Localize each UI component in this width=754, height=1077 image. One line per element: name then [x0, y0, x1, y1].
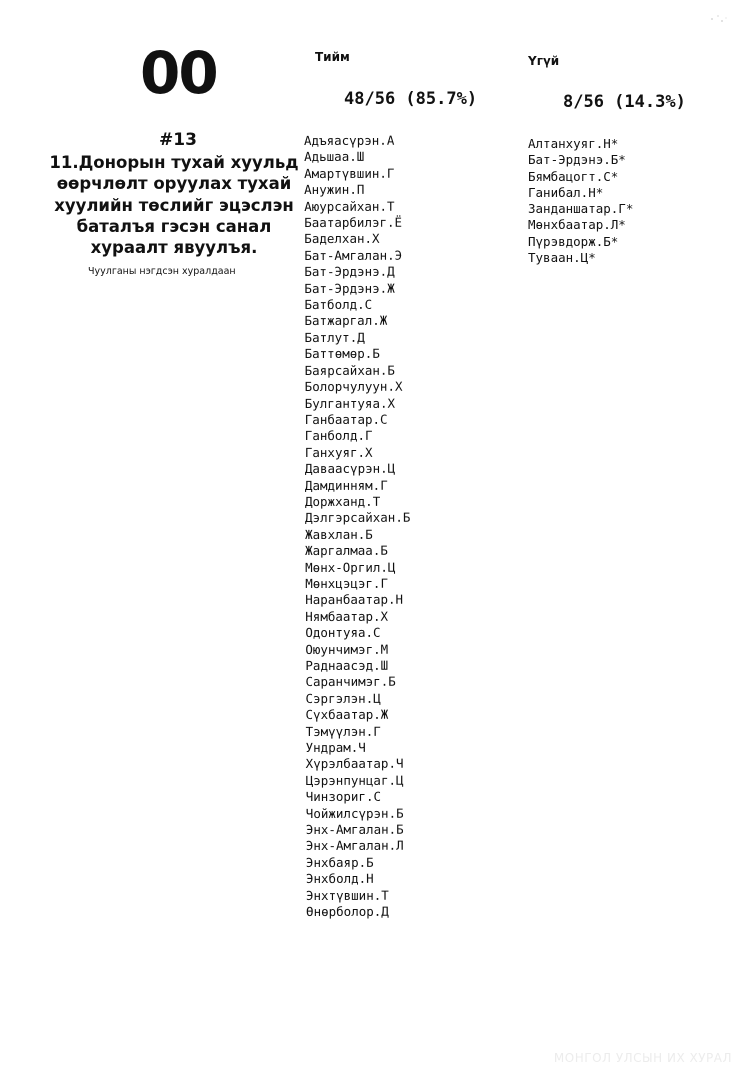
yes-voter: Саранчимэг.Б [305, 674, 396, 690]
yes-voter: Наранбаатар.Н [305, 592, 404, 608]
yes-voter: Нямбаатар.Х [305, 608, 389, 624]
yes-voter: Энх-Амгалан.Л [305, 838, 404, 854]
yes-voter: Энх-Амгалан.Б [305, 821, 404, 838]
yes-voter: Раднаасэд.Ш [305, 657, 389, 673]
yes-voter: Сэргэлэн.Ц [305, 690, 381, 706]
no-voter: Занданшатар.Г* [528, 201, 634, 217]
yes-count: 48/56 (85.7%) [344, 89, 478, 109]
yes-voter: Бат-Амгалан.Э [304, 247, 403, 263]
yes-voter: Ундрам.Ч [305, 739, 366, 756]
yes-voter: Энхболд.Н [305, 871, 374, 887]
yes-voter: Чинзориг.С [305, 789, 382, 805]
no-voter: Пүрэвдорж.Б* [528, 233, 619, 249]
yes-voter: Бат-Эрдэнэ.Д [304, 264, 395, 280]
yes-voter: Батболд.С [304, 296, 373, 313]
session-name: Чуулганы нэгдсэн хуралдаан [88, 266, 236, 277]
yes-voter: Дамдинням.Г [304, 477, 388, 493]
no-voter: Бямбацогт.С* [528, 168, 619, 184]
yes-voter: Жавхлан.Б [305, 526, 373, 542]
no-label: Үгүй [528, 54, 560, 68]
yes-voter: Ганхуяг.Х [304, 444, 373, 460]
yes-voter: Чойжилсүрэн.Б [305, 805, 404, 821]
yes-voter: Доржханд.Т [304, 493, 381, 509]
yes-voter: Тэмүүлэн.Г [305, 723, 381, 739]
no-voter: Бат-Эрдэнэ.Б* [528, 152, 626, 168]
no-voter: Туваан.Ц* [528, 250, 596, 266]
yes-voter: Батлут.Д [304, 329, 365, 345]
yes-voter: Баттөмөр.Б [304, 346, 380, 362]
yes-voter: Бат-Эрдэнэ.Ж [304, 280, 395, 296]
yes-voter: Хүрэлбаатар.Ч [305, 756, 404, 772]
yes-voter: Болорчулуун.Х [304, 378, 403, 395]
yes-voter: Булгантуяа.Х [304, 395, 396, 411]
yes-voter: Адьшаа.Ш [304, 149, 365, 165]
parliament-watermark: МОНГОЛ УЛСЫН ИХ ХУРАЛ [553, 1051, 732, 1065]
yes-voter: Жаргалмаа.Б [305, 542, 388, 559]
yes-voter: Энхтүвшин.Т [305, 887, 389, 903]
no-voter: Мөнхбаатар.Л* [528, 217, 626, 233]
vote-time: 00 [140, 39, 217, 107]
yes-voter: Ганбаатар.С [304, 411, 388, 427]
yes-voter: Даваасүрэн.Ц [304, 460, 396, 477]
yes-voter: Адъяасүрэн.А [304, 132, 395, 148]
yes-voter: Одонтуяа.С [305, 624, 381, 641]
yes-voter: Аюурсайхан.Т [304, 198, 395, 214]
yes-voter: Мөнх-Оргил.Ц [305, 559, 396, 575]
yes-voter: Баярсайхан.Б [304, 362, 395, 378]
yes-voter: Оюунчимэг.М [305, 641, 389, 657]
yes-voter: Энхбаяр.Б [305, 854, 374, 870]
yes-label: Тийм [315, 50, 350, 64]
yes-voter: Баатарбилэг.Ё [304, 214, 403, 231]
no-voter: Алтанхуяг.Н* [528, 136, 619, 151]
yes-voter: Мөнхцэцэг.Г [305, 575, 388, 591]
scan-speck-marks [710, 14, 728, 24]
yes-voter: Батжаргал.Ж [304, 313, 388, 329]
yes-voter: Баделхан.Х [304, 231, 380, 247]
vote-number: #13 [159, 130, 197, 150]
motion-title: 11.Донорын тухай хуульд өөрчлөлт оруулах тухай хуулийн төслийг эцэслэн баталъя гэсэн санал хураалт явуулъя. [49, 153, 299, 258]
no-voter-list [528, 136, 633, 266]
yes-voter: Амартүвшин.Г [304, 165, 395, 181]
yes-voter: Анужин.П [304, 182, 365, 198]
yes-voter-list [304, 133, 411, 921]
yes-voter: Цэрэнпунцаг.Ц [305, 772, 404, 788]
yes-voter: Сүхбаатар.Ж [305, 707, 389, 723]
no-voter: Ганибал.Н* [528, 184, 604, 200]
yes-voter: Дэлгэрсайхан.Б [304, 510, 411, 526]
yes-voter: Өнөрболор.Д [306, 903, 389, 920]
yes-voter: Ганболд.Г [304, 428, 373, 444]
no-count: 8/56 (14.3%) [563, 92, 686, 112]
